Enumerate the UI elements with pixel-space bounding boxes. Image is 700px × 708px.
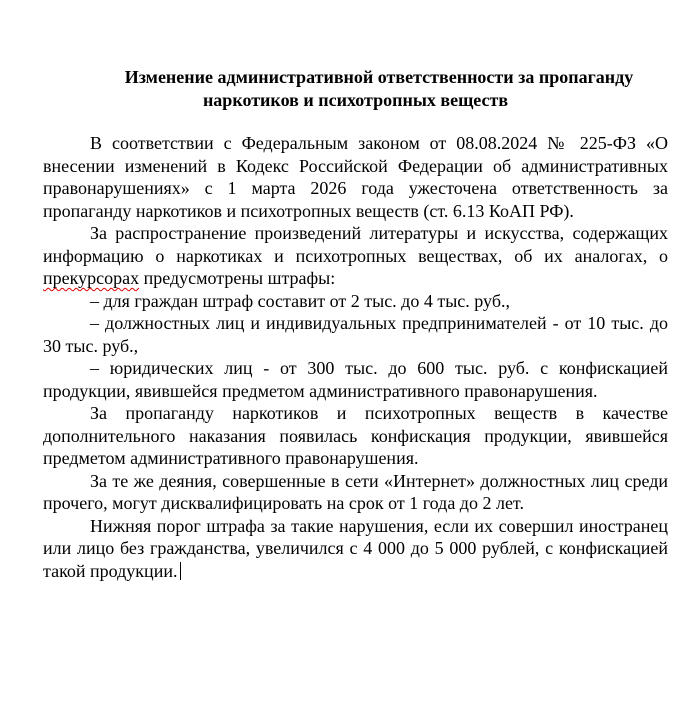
fines-intro-text-before: За распространение произведений литературы и искусства, содержащих информацию о наркотиках и психотропных веществах, об их аналогах, о bbox=[43, 223, 668, 266]
paragraph-fines-intro bbox=[43, 222, 668, 290]
fine-item-officials-entrepreneurs: – должностных лиц и индивидуальных предпринимателей - от 10 тыс. до 30 тыс. руб., bbox=[43, 313, 668, 356]
document-title: Изменение административной ответственности за пропаганду наркотиков и психотропных веществ bbox=[124, 67, 634, 110]
text-cursor bbox=[180, 562, 181, 580]
paragraph-foreigners-fine bbox=[43, 515, 668, 583]
misspelled-word-spellcheck: прекурсорах bbox=[43, 268, 140, 288]
paragraph-law-reference: В соответствии с Федеральным законом от 08.08.2024 № 225-ФЗ «О внесении изменений в Кодекс Российской Федерации об административных правонарушениях» с 1 марта 2026 года ужесточена ответственность за пропаганду наркотиков и психотропных веществ (ст. 6.13 КоАП РФ). bbox=[43, 133, 668, 221]
paragraph-internet-disqualification: За те же деяния, совершенные в сети «Интернет» должностных лиц среди прочего, могут дисквалифицировать на срок от 1 года до 2 лет. bbox=[43, 470, 668, 513]
foreigners-fine-text: Нижняя порог штрафа за такие нарушения, если их совершил иностранец или лицо без гражданства, увеличился с 4 000 до 5 000 рублей, с конфискацией такой продукции. bbox=[43, 515, 668, 581]
fine-item-citizens: – для граждан штраф составит от 2 тыс. до 4 тыс. руб., bbox=[90, 290, 510, 311]
fines-intro-text-after: предусмотрены штрафы: bbox=[139, 268, 336, 288]
paragraph-additional-confiscation: За пропаганду наркотиков и психотропных веществ в качестве дополнительного наказания появилась конфискация продукции, явившейся предметом административного правонарушения. bbox=[43, 403, 668, 468]
fine-item-legal-entities: – юридических лиц - от 300 тыс. до 600 тыс. руб. с конфискацией продукции, явившейся предметом административного правонарушения. bbox=[43, 358, 668, 401]
